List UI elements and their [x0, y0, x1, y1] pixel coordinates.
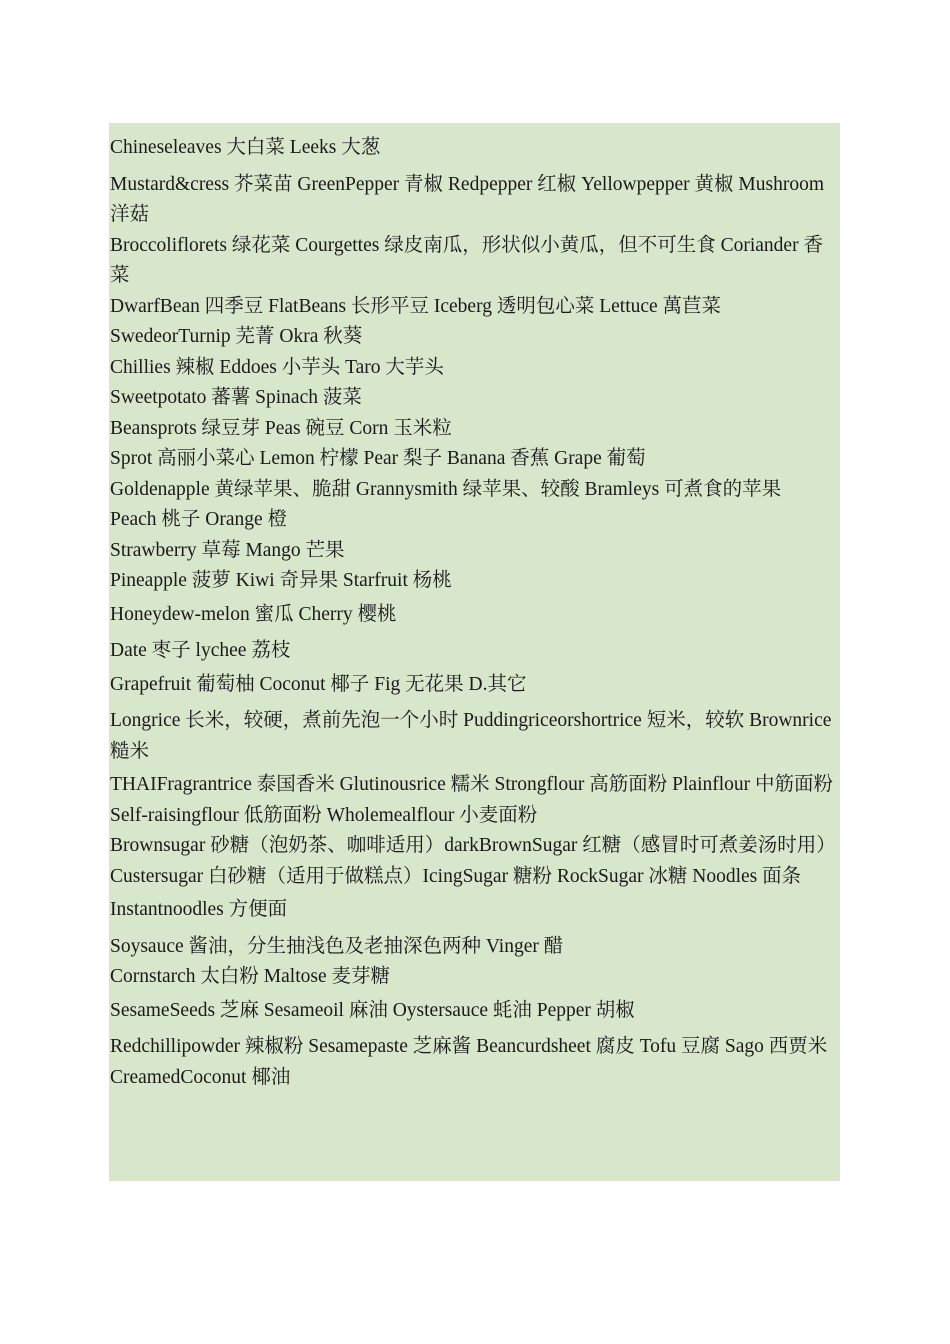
vocab-line: SwedeorTurnip 芜菁 Okra 秋葵 — [110, 326, 363, 347]
vocab-line: SesameSeeds 芝麻 Sesameoil 麻油 Oystersauce 蚝油 Pepper 胡椒 — [110, 999, 635, 1021]
vocab-line: Pineapple 菠萝 Kiwi 奇异果 Starfruit 杨桃 — [110, 570, 452, 591]
vocab-line: Redchillipowder 辣椒粉 Sesamepaste 芝麻酱 Beancurdsheet 腐皮 Tofu 豆腐 Sago 西贾米 — [110, 1036, 828, 1057]
vocab-line: Mustard&cress 芥菜苗 GreenPepper 青椒 Redpepper 红椒 Yellowpepper 黄椒 Mushroom 洋菇 — [110, 173, 824, 225]
vocab-line: THAIFragrantrice 泰国香米 Glutinousrice 糯米 Strongflour 高筋面粉 Plainflour 中筋面粉 — [110, 774, 834, 795]
vocab-line: DwarfBean 四季豆 FlatBeans 长形平豆 Iceberg 透明包心菜 Lettuce 萬苣菜 — [110, 295, 722, 317]
vocab-line: Peach 桃子 Orange 橙 — [110, 509, 288, 530]
vocab-line: Sweetpotato 蕃薯 Spinach 菠菜 — [110, 387, 362, 408]
vocab-line: Instantnoodles 方便面 — [110, 899, 288, 920]
vocab-line: Honeydew-melon 蜜瓜 Cherry 樱桃 — [110, 603, 397, 625]
vocabulary-list — [110, 133, 838, 1093]
vocab-line: Goldenapple 黄绿苹果、脆甜 Grannysmith 绿苹果、较酸 Bramleys 可煮食的苹果 — [110, 478, 782, 500]
vocab-line: Chillies 辣椒 Eddoes 小芋头 Taro 大芋头 — [110, 356, 444, 378]
vocab-line: CreamedCoconut 椰油 — [110, 1066, 291, 1088]
vocab-line: Longrice 长米，较硬，煮前先泡一个小时 Puddingriceorshortrice 短米，较软 Brownrice 糙米 — [110, 710, 832, 762]
vocab-line: Brownsugar 砂糖（泡奶茶、咖啡适用）darkBrownSugar 红糖（感冒时可煮姜汤时用）Custersugar 白砂糖（适用于做糕点）IcingSugar 糖粉 RockSugar 冰糖 Noodles 面条 — [110, 835, 836, 887]
vocab-line: Broccoliflorets 绿花菜 Courgettes 绿皮南瓜，形状似小黄瓜，但不可生食 Coriander 香菜 — [110, 234, 823, 286]
vocab-line: Sprot 高丽小菜心 Lemon 柠檬 Pear 梨子 Banana 香蕉 Grape 葡萄 — [110, 448, 646, 469]
vocab-line: Soysauce 酱油，分生抽浅色及老抽深色两种 Vinger 醋 — [110, 935, 564, 957]
vocab-line: Chineseleaves 大白菜 Leeks 大葱 — [110, 137, 381, 158]
vocab-line: Cornstarch 太白粉 Maltose 麦芽糖 — [110, 966, 391, 987]
vocab-line: Self-raisingflour 低筋面粉 Wholemealflour 小麦面粉 — [110, 804, 538, 826]
vocab-line: Grapefruit 葡萄柚 Coconut 椰子 Fig 无花果 D.其它 — [110, 673, 527, 695]
vocab-line: Strawberry 草莓 Mango 芒果 — [110, 539, 345, 561]
vocab-line: Date 枣子 lychee 荔枝 — [110, 640, 291, 661]
vocab-line: Beansprots 绿豆芽 Peas 碗豆 Corn 玉米粒 — [110, 417, 452, 439]
